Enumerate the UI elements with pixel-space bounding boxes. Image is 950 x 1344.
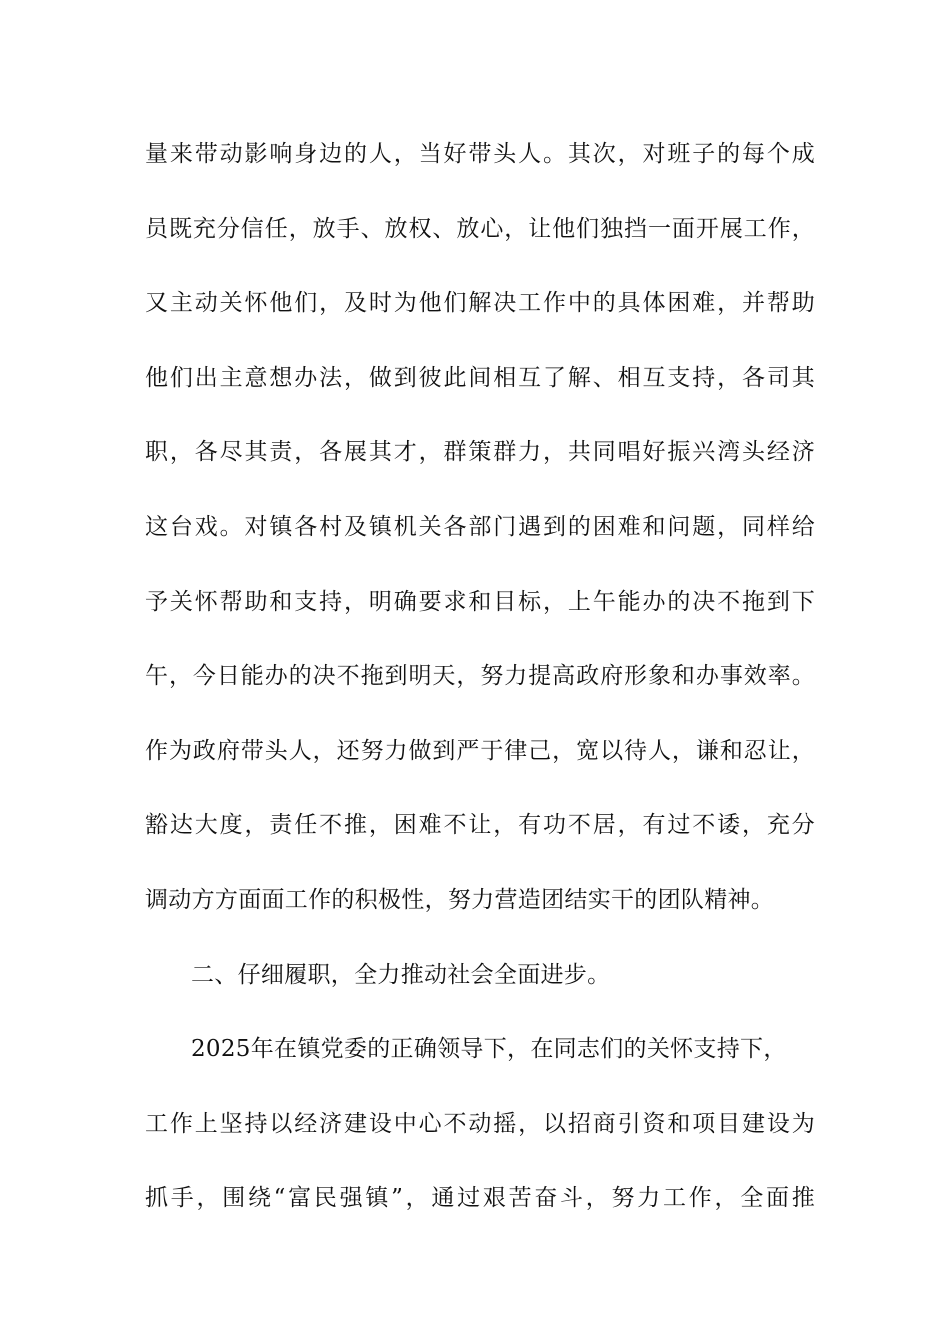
body-text (145, 132, 815, 1251)
text-line: 员既充分信任，放手、放权、放心，让他们独挡一面开展工作， (145, 215, 815, 242)
text-line: 2025年在镇党委的正确领导下，在同志们的关怀支持下， (191, 1036, 787, 1063)
text-line: 豁达大度，责任不推，困难不让，有功不居，有过不诿，充分 (145, 812, 815, 839)
text-line: 午，今日能办的决不拖到明天，努力提高政府形象和办事效率。 (145, 663, 815, 690)
text-line: 职，各尽其责，各展其才，群策群力，共同唱好振兴湾头经济 (145, 439, 815, 466)
text-line: 予关怀帮助和支持，明确要求和目标，上午能办的决不拖到下 (145, 588, 815, 615)
text-line: 工作上坚持以经济建设中心不动摇，以招商引资和项目建设为 (145, 1110, 815, 1137)
text-line: 量来带动影响身边的人，当好带头人。其次，对班子的每个成 (145, 141, 815, 167)
text-line: 抓手，围绕“富民强镇”，通过艰苦奋斗，努力工作，全面推 (145, 1185, 815, 1212)
text-line: 这台戏。对镇各村及镇机关各部门遇到的困难和问题，同样给 (145, 513, 815, 540)
section-heading: 二、仔细履职，全力推动社会全面进步。 (191, 961, 611, 988)
text-line: 调动方方面面工作的积极性，努力营造团结实干的团队精神。 (145, 886, 775, 913)
text-line: 作为政府带头人，还努力做到严于律己，宽以待人，谦和忍让， (145, 737, 815, 764)
text-line: 又主动关怀他们，及时为他们解决工作中的具体困难，并帮助 (145, 290, 815, 317)
text-line: 他们出主意想办法，做到彼此间相互了解、相互支持，各司其 (145, 364, 815, 391)
